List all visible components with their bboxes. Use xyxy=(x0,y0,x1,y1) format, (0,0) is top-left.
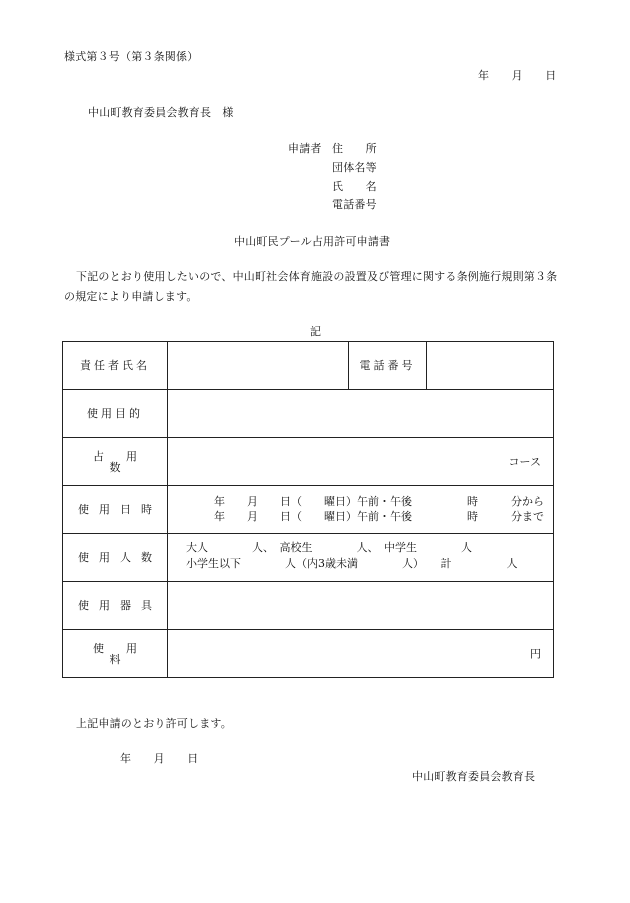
purpose-label: 使用目的 xyxy=(63,390,168,438)
datetime-line-from: 年 月 日（ 曜日）午前・午後 時 分から xyxy=(214,495,544,508)
applicant-org-label: 団体名等 xyxy=(332,161,377,174)
datetime-label: 使用日時 xyxy=(63,486,168,534)
table-row-responsible xyxy=(63,342,554,390)
fee-unit: 円 xyxy=(530,647,541,660)
datetime-line-to: 年 月 日（ 曜日）午前・午後 時 分まで xyxy=(214,510,544,523)
equipment-field[interactable] xyxy=(168,582,554,630)
people-line-1: 大人 人、 高校生 人、 中学生 人 xyxy=(186,541,472,554)
ki-heading: 記 xyxy=(310,325,322,338)
table-row-fee xyxy=(63,630,554,678)
people-label: 使用人数 xyxy=(63,534,168,582)
fee-field[interactable] xyxy=(168,630,554,678)
table-row-people xyxy=(63,534,554,582)
form-number: 様式第３号（第３条関係） xyxy=(64,50,199,63)
body-line-1: 下記のとおり使用したいので、中山町社会体育施設の設置及び管理に関する条例施行規則第３条 xyxy=(76,270,558,283)
responsible-name-label: 責任者氏名 xyxy=(63,342,168,390)
footer-date: 年 月 日 xyxy=(120,752,199,765)
applicant-label: 申請者 xyxy=(288,142,322,155)
occupancy-label: 占用数 xyxy=(63,438,168,486)
responsible-name-field[interactable] xyxy=(168,342,349,390)
applicant-phone-label: 電話番号 xyxy=(332,198,377,211)
header-date: 年 月 日 xyxy=(478,69,557,82)
applicant-address-label: 住 所 xyxy=(332,142,377,155)
occupancy-field[interactable] xyxy=(168,438,554,486)
purpose-field[interactable] xyxy=(168,390,554,438)
document-title: 中山町民プール占用許可申請書 xyxy=(234,235,391,248)
phone-label: 電話番号 xyxy=(349,342,427,390)
body-line-2: の規定により申請します。 xyxy=(64,290,198,303)
people-field[interactable] xyxy=(168,534,554,582)
fee-label: 使用料 xyxy=(63,630,168,678)
table-row-datetime xyxy=(63,486,554,534)
approval-text: 上記申請のとおり許可します。 xyxy=(76,717,232,730)
table-row-purpose xyxy=(63,390,554,438)
application-table xyxy=(62,341,554,678)
table-row-equipment xyxy=(63,582,554,630)
occupancy-unit: コース xyxy=(508,455,541,468)
phone-field[interactable] xyxy=(427,342,554,390)
applicant-name-label: 氏 名 xyxy=(332,180,377,193)
addressee: 中山町教育委員会教育長 様 xyxy=(88,106,234,119)
table-row-occupancy xyxy=(63,438,554,486)
equipment-label: 使用器具 xyxy=(63,582,168,630)
datetime-field[interactable] xyxy=(168,486,554,534)
people-line-2: 小学生以下 人（内3歳未満 人） 計 人 xyxy=(186,557,518,570)
signer: 中山町教育委員会教育長 xyxy=(412,770,536,783)
